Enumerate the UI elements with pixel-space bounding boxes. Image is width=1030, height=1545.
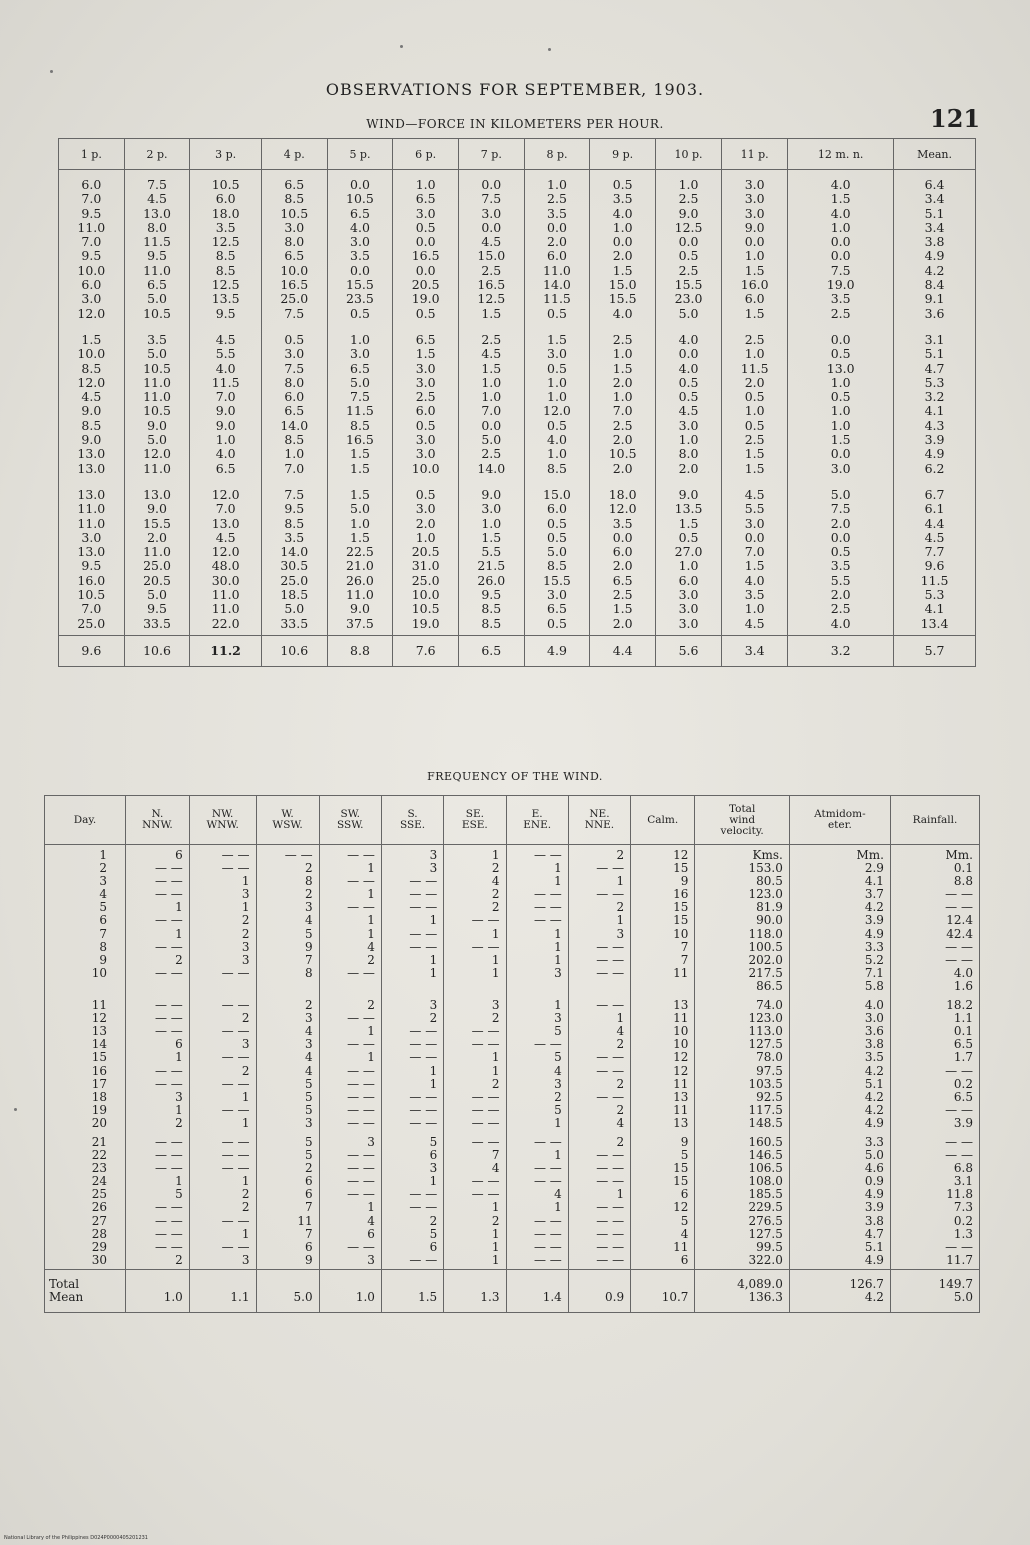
freq-col-header: W. WSW.: [256, 796, 319, 845]
wind-value-cell: 0.5 3.0 2.0 1.0 20.5 31.0 25.0 10.0 10.5 19.0: [393, 480, 459, 635]
freq-col-header: Rainfall.: [890, 796, 979, 845]
total-mean-cell: 1.0: [319, 1269, 381, 1312]
total-mean-cell: 0.9: [568, 1269, 630, 1312]
wind-mean-cell: 10.6: [261, 635, 327, 666]
wind-value-cell: 9.0 3.0 1.0 1.5 5.5 21.5 26.0 9.5 8.5 8.5: [458, 480, 524, 635]
wind-value-cell: 1.0 2.5 9.0 12.5 0.0 0.5 2.5 15.5 23.0 5.0: [655, 170, 721, 325]
wind-col-header: 12 m. n.: [788, 139, 894, 170]
freq-value-cell: 3 3 — — — — — — 1 — — — — 1 1: [381, 845, 443, 996]
wind-col-header: 6 p.: [393, 139, 459, 170]
wind-value-cell: 3.0 3.0 3.0 9.0 0.0 1.0 1.5 16.0 6.0 1.5: [722, 170, 788, 325]
freq-col-header: Calm.: [631, 796, 695, 845]
freq-value-cell: 3 2 — — — — — — 1 1 — — — — — —: [381, 995, 443, 1132]
freq-col-header: NE. NNE.: [568, 796, 630, 845]
wind-value-cell: 13.0 9.0 15.5 2.0 11.0 25.0 20.5 5.0 9.5 33.5: [124, 480, 190, 635]
wind-frequency-table: [44, 795, 980, 1313]
total-mean-cell: 1.0: [126, 1269, 190, 1312]
wind-col-header: 10 p.: [655, 139, 721, 170]
wind-table-rows-1-10: [59, 170, 976, 325]
wind-value-cell: 18.0 12.0 3.5 0.0 6.0 2.0 6.5 2.5 1.5 2.0: [590, 480, 656, 635]
wind-mean-cell: 11.2: [190, 635, 262, 666]
total-mean-cell: 149.7 5.0: [890, 1269, 979, 1312]
wind-col-header: 4 p.: [261, 139, 327, 170]
library-footer: National Library of the Philippines D024P0000405201231: [4, 1535, 148, 1541]
wind-value-cell: 10.5 6.0 18.0 3.5 12.5 8.5 8.5 12.5 13.5 9.5: [190, 170, 262, 325]
freq-value-cell: 2 — — 1 — — 2 1 3 — — — — — —: [568, 845, 630, 996]
page-title: OBSERVATIONS FOR SEPTEMBER, 1903.: [325, 80, 705, 99]
wind-value-cell: 2.5 1.0 11.5 2.0 0.5 1.0 0.5 2.5 1.5 1.5: [722, 325, 788, 480]
freq-col-header: NW. WNW.: [189, 796, 256, 845]
freq-value-cell: — — 1 1 — — — — — — 1 1 1 3: [506, 845, 568, 996]
wind-value-cell: 2.5 4.5 1.5 1.0 1.0 7.0 0.0 5.0 2.5 14.0: [458, 325, 524, 480]
freq-value-cell: — — — — 6.8 3.1 11.8 7.3 0.2 1.3 — — 11.7: [890, 1132, 979, 1269]
wind-value-cell: 1.0 3.0 6.5 5.0 7.5 11.5 8.5 16.5 1.5 1.5: [327, 325, 393, 480]
freq-value-cell: 12 15 9 16 15 15 10 7 7 11: [631, 845, 695, 996]
freq-value-cell: — — 1 4 2 — — — — 2 — — 2 4: [568, 995, 630, 1132]
day-number-cell: 11 12 13 14 15 16 17 18 19 20: [45, 995, 126, 1132]
day-number-cell: 21 22 23 24 25 26 27 28 29 30: [45, 1132, 126, 1269]
wind-col-header: 9 p.: [590, 139, 656, 170]
wind-value-cell: 6.0 7.0 9.5 11.0 7.0 9.5 10.0 6.0 3.0 12.0: [59, 170, 125, 325]
wind-mean-cell: 6.5: [458, 635, 524, 666]
freq-value-cell: — — — — 1 3 1 2 2 3 3 — —: [189, 845, 256, 996]
wind-col-header: 1 p.: [59, 139, 125, 170]
freq-value-cell: — — 2 — — 3 — — 2 — — 1 — — 1: [189, 995, 256, 1132]
wind-col-header: 3 p.: [190, 139, 262, 170]
paper-spot: [400, 45, 403, 48]
freq-col-header: SE. ESE.: [444, 796, 506, 845]
wind-value-cell: 9.0 13.5 1.5 0.5 27.0 1.0 6.0 3.0 3.0 3.0: [655, 480, 721, 635]
wind-value-cell: 1.5 3.0 0.5 1.0 1.0 12.0 0.5 4.0 1.0 8.5: [524, 325, 590, 480]
freq-value-cell: 3.3 5.0 4.6 0.9 4.9 3.9 3.8 4.7 5.1 4.9: [789, 1132, 890, 1269]
wind-value-cell: 3.1 5.1 4.7 5.3 3.2 4.1 4.3 3.9 4.9 6.2: [894, 325, 976, 480]
wind-col-header: 5 p.: [327, 139, 393, 170]
freq-value-cell: 160.5 146.5 106.5 108.0 185.5 229.5 276.5 127.5 99.5 322.0: [695, 1132, 789, 1269]
wind-value-cell: 13.0 11.0 11.0 3.0 13.0 9.5 16.0 10.5 7.0 25.0: [59, 480, 125, 635]
freq-value-cell: — — — — — — 6 1 — — — — 3 1 2: [126, 995, 190, 1132]
wind-value-cell: 2.5 1.0 1.5 2.0 1.0 7.0 2.5 2.0 10.5 2.0: [590, 325, 656, 480]
paper-spot: [14, 1108, 17, 1111]
wind-value-cell: 5.0 7.5 2.0 0.0 0.5 3.5 5.5 2.0 2.5 4.0: [788, 480, 894, 635]
wind-value-cell: 15.0 6.0 0.5 0.5 5.0 8.5 15.5 3.0 6.5 0.5: [524, 480, 590, 635]
freq-value-cell: — — 1 — — — — 4 1 — — — — — — — —: [506, 1132, 568, 1269]
wind-col-header: 2 p.: [124, 139, 190, 170]
wind-table-mean-row: [59, 635, 976, 666]
freq-table-rows-21-30: [45, 1132, 980, 1269]
wind-value-cell: 7.5 9.5 8.5 3.5 14.0 30.5 25.0 18.5 5.0 33.5: [261, 480, 327, 635]
freq-col-header: Day.: [45, 796, 126, 845]
wind-value-cell: 0.0 10.5 6.5 4.0 3.0 3.5 0.0 15.5 23.5 0.5: [327, 170, 393, 325]
wind-value-cell: 0.5 3.5 4.0 1.0 0.0 2.0 1.5 15.0 15.5 4.0: [590, 170, 656, 325]
wind-value-cell: 1.0 6.5 3.0 0.5 0.0 16.5 0.0 20.5 19.0 0.5: [393, 170, 459, 325]
wind-value-cell: 4.0 0.0 4.0 0.5 0.5 4.5 3.0 1.0 8.0 2.0: [655, 325, 721, 480]
wind-col-header: 8 p.: [524, 139, 590, 170]
freq-value-cell: 9 5 15 15 6 12 5 4 11 6: [631, 1132, 695, 1269]
freq-table-rows-11-20: [45, 995, 980, 1132]
freq-value-cell: — — — — — — 1 5 — — — — — — — — 2: [126, 1132, 190, 1269]
wind-value-cell: 6.4 3.4 5.1 3.4 3.8 4.9 4.2 8.4 9.1 3.6: [894, 170, 976, 325]
freq-value-cell: 1 2 4 2 2 — — 1 — — 1 1: [444, 845, 506, 996]
wind-value-cell: 0.0 7.5 3.0 0.0 4.5 15.0 2.5 16.5 12.5 1.5: [458, 170, 524, 325]
wind-mean-cell: 4.9: [524, 635, 590, 666]
paper-spot: [548, 48, 551, 51]
wind-value-cell: 1.0 2.5 3.5 0.0 2.0 6.0 11.0 14.0 11.5 0.5: [524, 170, 590, 325]
freq-col-header: SW. SSW.: [319, 796, 381, 845]
wind-value-cell: 6.7 6.1 4.4 4.5 7.7 9.6 11.5 5.3 4.1 13.4: [894, 480, 976, 635]
wind-col-header: 7 p.: [458, 139, 524, 170]
wind-mean-cell: 5.7: [894, 635, 976, 666]
wind-mean-cell: 3.4: [722, 635, 788, 666]
wind-value-cell: 3.5 5.0 10.5 11.0 11.0 10.5 9.0 5.0 12.0 11.0: [124, 325, 190, 480]
wind-mean-cell: 4.4: [590, 635, 656, 666]
freq-value-cell: 4.0 3.0 3.6 3.8 3.5 4.2 5.1 4.2 4.2 4.9: [789, 995, 890, 1132]
wind-value-cell: 0.0 0.5 13.0 1.0 0.5 1.0 1.0 1.5 0.0 3.0: [788, 325, 894, 480]
total-mean-cell: 1.4: [506, 1269, 568, 1312]
freq-value-cell: 3 — — — — — — — — 1 4 6 — — 3: [319, 1132, 381, 1269]
wind-value-cell: 1.5 5.0 1.0 1.5 22.5 21.0 26.0 11.0 9.0 37.5: [327, 480, 393, 635]
wind-value-cell: 0.5 3.0 7.5 8.0 6.0 6.5 14.0 8.5 1.0 7.0: [261, 325, 327, 480]
freq-col-header: Total wind velocity.: [695, 796, 789, 845]
wind-mean-cell: 3.2: [788, 635, 894, 666]
wind-mean-cell: 5.6: [655, 635, 721, 666]
freq-value-cell: 1 3 5 — — 5 4 3 2 5 1: [506, 995, 568, 1132]
total-mean-label: Total Mean: [45, 1269, 126, 1312]
wind-value-cell: 6.5 1.5 3.0 3.0 2.5 6.0 0.5 3.0 3.0 10.0: [393, 325, 459, 480]
freq-col-header: S. SSE.: [381, 796, 443, 845]
total-mean-cell: 5.0: [256, 1269, 319, 1312]
wind-mean-cell: 10.6: [124, 635, 190, 666]
day-number-cell: 1 2 3 4 5 6 7 8 9 10: [45, 845, 126, 996]
total-mean-cell: 10.7: [631, 1269, 695, 1312]
total-mean-cell: 4,089.0 136.3: [695, 1269, 789, 1312]
freq-value-cell: 5 6 3 1 — — — — 2 5 6 — —: [381, 1132, 443, 1269]
freq-value-cell: 2 — — 1 — — 1 — — — — — — — — — —: [319, 995, 381, 1132]
wind-table-rows-11-20: [59, 325, 976, 480]
freq-value-cell: 74.0 123.0 113.0 127.5 78.0 97.5 103.5 92.5 117.5 148.5: [695, 995, 789, 1132]
freq-value-cell: 5 5 2 6 6 7 11 7 6 9: [256, 1132, 319, 1269]
freq-table-total-mean-row: [45, 1269, 980, 1312]
total-mean-cell: 126.7 4.2: [789, 1269, 890, 1312]
wind-value-cell: 4.0 1.5 4.0 1.0 0.0 0.0 7.5 19.0 3.5 2.5: [788, 170, 894, 325]
frequency-section-title: FREQUENCY OF THE WIND.: [427, 770, 603, 783]
freq-col-header: Atmidom- eter.: [789, 796, 890, 845]
total-mean-cell: 1.3: [444, 1269, 506, 1312]
freq-value-cell: — — 1 — — 1 — — 1 1 4 2 — —: [319, 845, 381, 996]
wind-mean-cell: 8.8: [327, 635, 393, 666]
wind-value-cell: 4.5 5.5 4.0 11.5 7.0 9.0 9.0 1.0 4.0 6.5: [190, 325, 262, 480]
freq-value-cell: Mm. 2.9 4.1 3.7 4.2 3.9 4.9 3.3 5.2 7.1 5.8: [789, 845, 890, 996]
paper-spot: [50, 70, 53, 73]
freq-value-cell: 6 — — — — — — 1 — — 1 — — 2 — —: [126, 845, 190, 996]
wind-table-rows-21-30: [59, 480, 976, 635]
freq-value-cell: 18.2 1.1 0.1 6.5 1.7 — — 0.2 6.5 — — 3.9: [890, 995, 979, 1132]
freq-value-cell: — — 7 4 — — — — 1 2 1 1 1: [444, 1132, 506, 1269]
freq-table-rows-1-10: [45, 845, 980, 996]
wind-force-subtitle: WIND—FORCE IN KILOMETERS PER HOUR.: [366, 117, 664, 131]
wind-value-cell: 7.5 4.5 13.0 8.0 11.5 9.5 11.0 6.5 5.0 10.5: [124, 170, 190, 325]
total-mean-cell: 1.5: [381, 1269, 443, 1312]
wind-col-header: Mean.: [894, 139, 976, 170]
page-number: 121: [930, 104, 981, 133]
wind-table-header-row: [59, 139, 976, 170]
total-mean-cell: 1.1: [189, 1269, 256, 1312]
freq-value-cell: — — — — — — 1 2 2 — — 1 — — 3: [189, 1132, 256, 1269]
freq-value-cell: 2 — — — — — — 1 — — — — — — — — — —: [568, 1132, 630, 1269]
wind-mean-cell: 9.6: [59, 635, 125, 666]
wind-force-table: [58, 138, 976, 667]
freq-value-cell: 13 11 10 10 12 12 11 13 11 13: [631, 995, 695, 1132]
freq-value-cell: 2 3 4 3 4 4 5 5 5 3: [256, 995, 319, 1132]
wind-value-cell: 12.0 7.0 13.0 4.5 12.0 48.0 30.0 11.0 11.0 22.0: [190, 480, 262, 635]
freq-value-cell: — — 2 8 2 3 4 5 9 7 8: [256, 845, 319, 996]
wind-value-cell: 1.5 10.0 8.5 12.0 4.5 9.0 8.5 9.0 13.0 13.0: [59, 325, 125, 480]
freq-value-cell: Kms. 153.0 80.5 123.0 81.9 90.0 118.0 100.5 202.0 217.5 86.5: [695, 845, 789, 996]
wind-mean-cell: 7.6: [393, 635, 459, 666]
freq-value-cell: Mm. 0.1 8.8 — — — — 12.4 42.4 — — — — 4.0 1.6: [890, 845, 979, 996]
wind-col-header: 11 p.: [722, 139, 788, 170]
freq-col-header: E. ENE.: [506, 796, 568, 845]
freq-value-cell: 3 2 — — — — 1 1 2 — — — — — —: [444, 995, 506, 1132]
freq-table-header-row: [45, 796, 980, 845]
freq-col-header: N. NNW.: [126, 796, 190, 845]
wind-value-cell: 4.5 5.5 3.0 0.0 7.0 1.5 4.0 3.5 1.0 4.5: [722, 480, 788, 635]
wind-value-cell: 6.5 8.5 10.5 3.0 8.0 6.5 10.0 16.5 25.0 7.5: [261, 170, 327, 325]
